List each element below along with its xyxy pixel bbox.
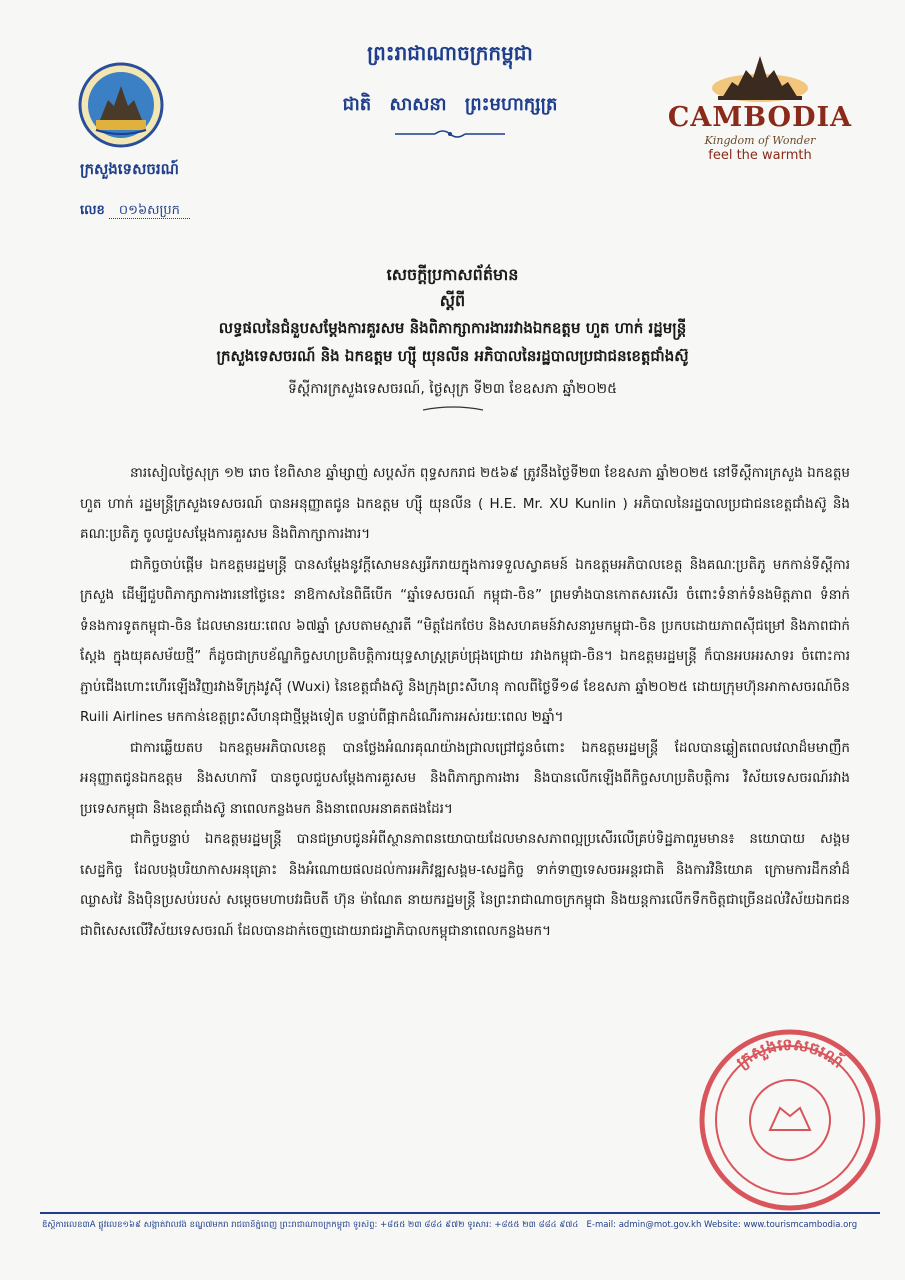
reference-value: ០១៦សប្រក: [109, 203, 190, 219]
ministry-name: ក្រសួងទេសចរណ៍: [80, 160, 179, 178]
angkor-wat-icon: [660, 48, 860, 104]
reference-label: លេខ: [80, 203, 105, 218]
brand-name: CAMBODIA: [667, 102, 853, 133]
paragraph-1: នារសៀលថ្ងៃសុក្រ ១២ រោច ខែពិសាខ ឆ្នាំម្សាញ់ សប្តស័ក ពុទ្ធសករាជ ២៥៦៩ ត្រូវនឹងថ្ងៃទី២៣ ខែឧសភា ឆ្នាំ២០២៥ នៅទីស្តីការក្រសួង ឯកឧត្តម ហួត ហាក់ រដ្ឋមន្ត្រីក្រសួងទេសចរណ៍ បានអនុញ្ញាតជូន ឯកឧត្តម ហ្ស៊ី យុនលីន ( H.E. Mr. XU Kunlin ) អភិបាលនៃរដ្ឋបាលប្រជាជនខេត្តជាំងស៊ូ និងគណៈប្រតិភូ ចូលជួបសម្តែងការគួរសម និងពិភាក្សាការងារ។: [80, 465, 850, 542]
brand-subtitle: Kingdom of Wonder: [704, 134, 816, 147]
press-release-title: សេចក្តីប្រកាសព័ត៌មាន: [386, 265, 519, 284]
national-motto: ជាតិ សាសនា ព្រះមហាក្សត្រ: [342, 94, 558, 115]
footer-divider: [40, 1212, 880, 1214]
footer: [42, 1220, 878, 1232]
cambodia-brand-logo: [660, 48, 860, 168]
paragraph-4: ជាកិច្ចបន្ទាប់ ឯកឧត្តមរដ្ឋមន្ត្រី បានជម្រាបជូនអំពីស្ថានភាពនយោបាយដែលមានសភាពល្អប្រសើរលើគ្រប់ទិដ្ឋភាពរួមមាន៖ នយោបាយ សង្គម សេដ្ឋកិច្ច ដែលបង្កបរិយាកាសអនុគ្រោះ និងអំណោយផលដល់ការអភិវឌ្ឍសង្គម-សេដ្ឋកិច្ច ទាក់ទាញទេសចរអន្តរជាតិ និងការវិនិយោគ ក្រោមការដឹកនាំដ៏ឈ្លាសវៃ និងប៉ិនប្រសប់របស់ សម្តេចមហាបវរធិបតី ហ៊ុន ម៉ាណែត នាយករដ្ឋមន្ត្រី នៃព្រះរាជាណាចក្រកម្ពុជា និងយន្តការលើកទឹកចិត្តជាច្រើនដល់វិស័យឯកជនជាពិសេសលើវិស័យទេសចរណ៍ ដែលបានដាក់ចេញដោយរាជរដ្ឋាភិបាលកម្ពុជានាពេលកន្លងមក។: [80, 831, 850, 939]
seal-text: ក្រសួងទេសចរណ៍: [732, 1034, 848, 1072]
title-subject-line-2: ក្រសួងទេសចរណ៍ និង ឯកឧត្តម ហ្ស៊ី យុនលីន អភិបាលនៃរដ្ឋបាលប្រជាជនខេត្តជាំងស៊ូ: [216, 347, 689, 365]
title-block: [60, 262, 845, 414]
footer-contact: E-mail: admin@mot.gov.kh Website: www.tourismcambodia.org: [586, 1220, 858, 1230]
paragraph-2: ជាកិច្ចចាប់ផ្តើម ឯកឧត្តមរដ្ឋមន្ត្រី បានសម្តែងនូវក្តីសោមនស្សរីករាយក្នុងការទទួលស្វាគមន៍ ឯកឧត្តមអភិបាលខេត្ត និងគណៈប្រតិភូ មកកាន់ទីស្តីការក្រសួង ដើម្បីជួបពិភាក្សាការងារនៅថ្ងៃនេះ នាឱកាសនៃពិធីបើក “ឆ្នាំទេសចរណ៍ កម្ពុជា-ចិន” ព្រមទាំងបានកោតសរសើរ ចំពោះទំនាក់ទំនងមិត្តភាព ទំនាក់ទំនងការទូតកម្ពុជា-ចិន ដែលមានរយៈពេល ៦៧ឆ្នាំ ស្របតាមស្មារតី “មិត្តដែកថែប និងសហគមន៍វាសនារួមកម្ពុជា-ចិន ប្រកបដោយភាពស៊ីជម្រៅ និងភាពជាក់ស្តែង ក្នុងយុគសម័យថ្មី” ក៏ដូចជាក្របខ័ណ្ឌកិច្ចសហប្រតិបត្តិការយុទ្ធសាស្ត្រគ្រប់ជ្រុងជ្រោយ រវាងកម្ពុជា-ចិន។ ឯកឧត្តមរដ្ឋមន្ត្រី ក៏បានអបអរសាទរ ចំពោះការភ្ជាប់ជើងហោះហើរឡើងវិញរវាងទីក្រុងវូស៊ី (Wuxi) នៃខេត្តជាំងស៊ូ និងក្រុងព្រះសីហនុ កាលពីថ្ងៃទី១៨ ខែឧសភា ឆ្នាំ២០២៥ ដោយក្រុមហ៊ុនអាកាសចរណ៍ចិន Ruili Airlines មកកាន់ខេត្តព្រះសីហនុជាថ្មីម្តងទៀត បន្ទាប់ពីផ្អាកដំណើរការអស់រយៈពេល ២ឆ្នាំ។: [80, 556, 850, 725]
official-seal-icon: [690, 1020, 890, 1220]
title-divider-icon: [423, 406, 483, 414]
paragraph-3: ជាការឆ្លើយតប ឯកឧត្តមអភិបាលខេត្ត បានថ្លែងអំណរគុណយ៉ាងជ្រាលជ្រៅជូនចំពោះ ឯកឧត្តមរដ្ឋមន្ត្រី ដែលបានឆ្លៀតពេលវេលាដ៏មមាញឹកអនុញ្ញាតជូនឯកឧត្តម និងសហការី បានចូលជួបសម្តែងការគួរសម និងពិភាក្សាការងារ និងបានលើកឡើងពីកិច្ចសហប្រតិបត្តិការ វិស័យទេសចរណ៍រវាងប្រទេសកម្ពុជា និងខេត្តជាំងស៊ូ នាពេលកន្លងមក និងនាពេលអនាគតផងដែរ។: [80, 739, 850, 817]
title-regarding: ស្តីពី: [439, 291, 466, 310]
title-subject-line-1: លទ្ធផលនៃជំនួបសម្តែងការគួរសម និងពិភាក្សាការងាររវាងឯកឧត្តម ហួត ហាក់ រដ្ឋមន្ត្រី: [218, 319, 687, 337]
brand-tagline: feel the warmth: [708, 148, 812, 163]
reference-number: [80, 202, 260, 221]
title-place-date: ទីស្តីការក្រសួងទេសចរណ៍, ថ្ងៃសុក្រ ទី២៣ ខែឧសភា ឆ្នាំ២០២៥: [288, 381, 617, 397]
footer-address: ឌីស្តីការលេខ៣A ផ្លូវលេខ១៦៩ សង្កាត់វាលវង់ ខណ្ឌ៧មករា រាជធានីភ្នំពេញ ព្រះរាជាណាចក្រកម្ពុជា ទូរស័ព្ទ: +៨៥៥ ២៣ ៨៨៤ ៩៧២ ទូរសារ: +៨៥៥ ២៣ ៨៨៤ ៩៧៤: [42, 1220, 579, 1230]
ministry-of-tourism-logo: [78, 62, 164, 148]
kingdom-heading: ព្រះរាជាណាចក្រកម្ពុជា: [367, 41, 533, 65]
ornament-divider-icon: [395, 128, 505, 140]
body-text: [80, 458, 850, 946]
